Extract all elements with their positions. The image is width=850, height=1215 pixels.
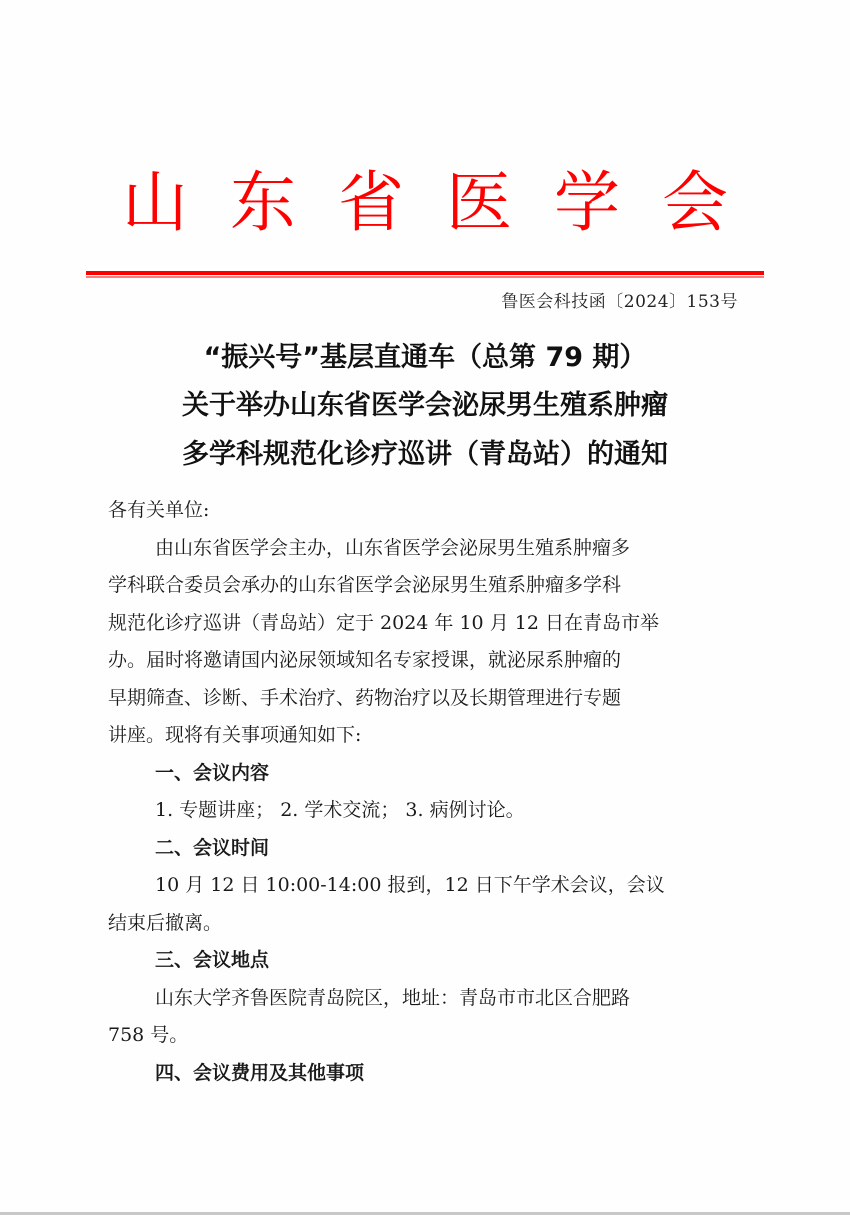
document-body [108,492,740,1092]
masthead-divider-thin [86,276,764,278]
salutation: 各有关单位: [108,499,210,521]
title-line-1: “振兴号”基层直通车（总第 79 期） [203,342,647,373]
title-line-2: 关于举办山东省医学会泌尿男生殖系肿瘤 [182,390,668,421]
section-text: 10 月 12 日 10:00-14:00 报到，12 日下午学术会议，会议 [155,874,665,896]
masthead-org-name [85,158,765,248]
masthead-char: 学 [554,164,620,241]
document-number: 鲁医会科技函〔2024〕153号 [501,292,738,312]
section-text: 758 号。 [108,1024,189,1046]
intro-line: 由山东省医学会主办，山东省医学会泌尿男生殖系肿瘤多 [155,536,631,559]
masthead-char: 山 [122,164,188,241]
title-line-3: 多学科规范化诊疗巡讲（青岛站）的通知 [182,439,668,470]
intro-line: 学科联合委员会承办的山东省医学会泌尿男生殖系肿瘤多学科 [108,574,622,596]
section-heading-time: 二、会议时间 [155,836,270,859]
section-heading-content: 一、会议内容 [155,761,270,784]
section-text: 1. 专题讲座； 2. 学术交流； 3. 病例讨论。 [155,799,525,821]
intro-line: 规范化诊疗巡讲（青岛站）定于 2024 年 10 月 12 日在青岛市举 [108,611,659,634]
masthead-divider [86,271,764,275]
masthead-char: 省 [338,164,404,241]
intro-line: 早期筛查、诊断、手术治疗、药物治疗以及长期管理进行专题 [108,686,622,709]
masthead-char: 会 [662,164,728,241]
masthead-char: 医 [446,164,512,241]
section-heading-location: 三、会议地点 [155,949,270,971]
section-text: 结束后撤离。 [108,911,223,934]
section-heading-fees: 四、会议费用及其他事项 [155,1061,365,1084]
masthead-char: 东 [230,164,296,241]
intro-line: 讲座。现将有关事项通知如下: [108,724,362,746]
intro-line: 办。届时将邀请国内泌尿领域知名专家授课，就泌尿系肿瘤的 [108,649,622,671]
intro-paragraph [108,530,740,755]
section-text: 山东大学齐鲁医院青岛院区，地址：青岛市市北区合肥路 [155,986,631,1009]
